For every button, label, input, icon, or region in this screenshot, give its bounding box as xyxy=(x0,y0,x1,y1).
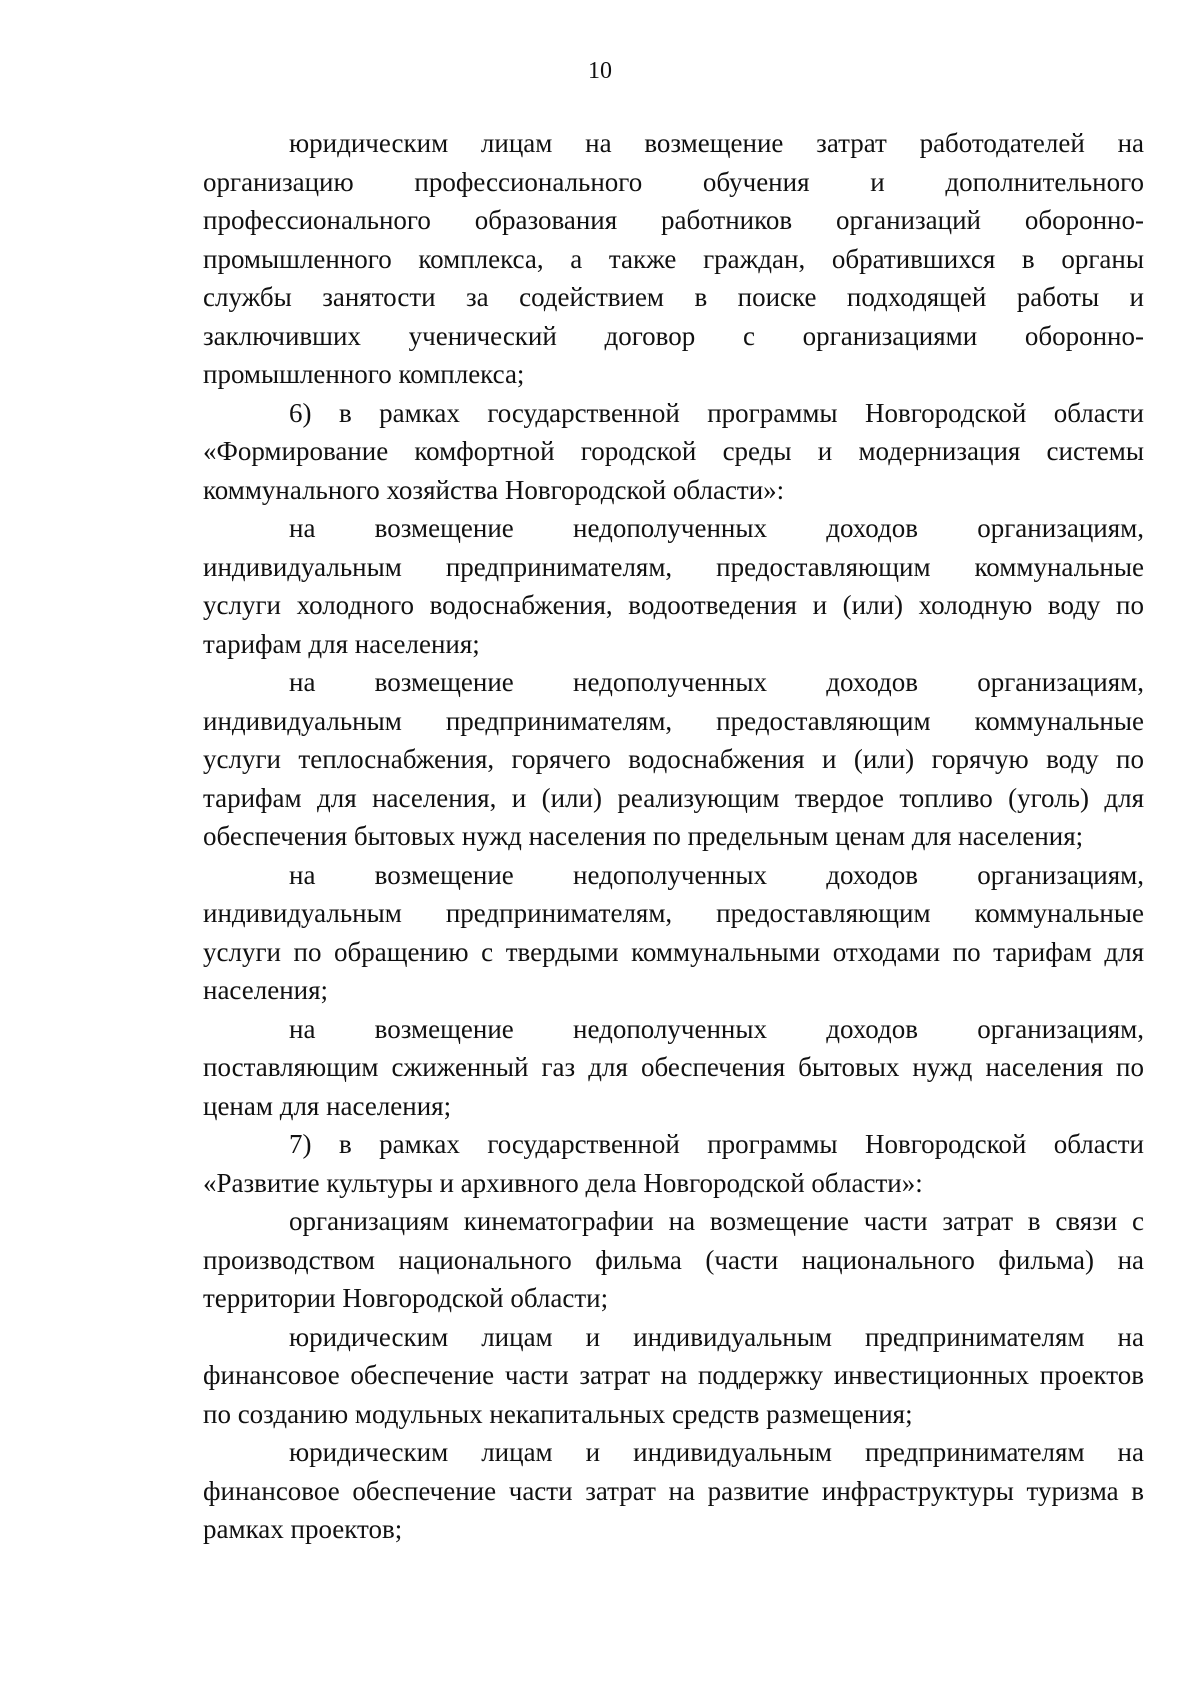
paragraph-line: поставляющим сжиженный газ для обеспечения бытовых нужд населения по xyxy=(203,1052,1144,1082)
paragraph-line: услуги теплоснабжения, горячего водоснабжения и (или) горячую воду по xyxy=(203,744,1144,774)
paragraph-line: финансовое обеспечение части затрат на поддержку инвестиционных проектов xyxy=(203,1360,1144,1390)
paragraph-line: индивидуальным предпринимателям, предоставляющим коммунальные xyxy=(203,898,1144,928)
paragraph-line: ценам для населения; xyxy=(203,1090,452,1121)
paragraph xyxy=(203,1125,1144,1202)
paragraph-line: рамках проектов; xyxy=(203,1514,403,1544)
paragraph-line: промышленного комплекса, а также граждан, обратившихся в органы xyxy=(203,243,1144,274)
paragraph-line: обеспечения бытовых нужд населения по предельным ценам для населения; xyxy=(203,821,1084,851)
paragraph-line: службы занятости за содействием в поиске подходящей работы и xyxy=(203,282,1144,312)
paragraph xyxy=(203,1202,1144,1318)
paragraph-line: тарифам для населения; xyxy=(203,628,480,659)
paragraph xyxy=(203,1318,1144,1434)
paragraph-line: юридическим лицам и индивидуальным предпринимателям на xyxy=(289,1321,1144,1352)
paragraph-line: производством национального фильма (части национального фильма) на xyxy=(203,1244,1144,1275)
paragraph-line: тарифам для населения, и (или) реализующим твердое топливо (уголь) для xyxy=(203,782,1144,813)
paragraph-line: «Развитие культуры и архивного дела Новгородской области»: xyxy=(203,1167,923,1198)
paragraph-line: коммунального хозяйства Новгородской области»: xyxy=(203,474,785,505)
paragraph-line: 7) в рамках государственной программы Новгородской области xyxy=(289,1129,1144,1159)
paragraph-line: услуги по обращению с твердыми коммунальными отходами по тарифам для xyxy=(203,936,1144,967)
paragraph-line: услуги холодного водоснабжения, водоотведения и (или) холодную воду по xyxy=(203,590,1144,620)
paragraph xyxy=(203,1010,1144,1126)
paragraph-line: юридическим лицам на возмещение затрат работодателей на xyxy=(289,128,1144,158)
paragraph-line: юридическим лицам и индивидуальным предпринимателям на xyxy=(289,1437,1144,1467)
paragraph xyxy=(203,394,1144,510)
paragraph xyxy=(203,1433,1144,1549)
paragraph-line: организацию профессионального обучения и дополнительного xyxy=(203,166,1144,197)
paragraph-line: индивидуальным предпринимателям, предоставляющим коммунальные xyxy=(203,551,1144,582)
paragraph-line: профессионального образования работников организаций оборонно- xyxy=(203,205,1144,235)
paragraph-line: на возмещение недополученных доходов организациям, xyxy=(289,513,1144,543)
paragraph-line: промышленного комплекса; xyxy=(203,359,525,389)
paragraph-line: «Формирование комфортной городской среды и модернизация системы xyxy=(203,436,1144,466)
paragraph-line: 6) в рамках государственной программы Новгородской области xyxy=(289,397,1144,428)
paragraph xyxy=(203,124,1144,394)
paragraph-line: финансовое обеспечение части затрат на развитие инфраструктуры туризма в xyxy=(203,1475,1144,1506)
paragraph xyxy=(203,663,1144,856)
page-number: 10 xyxy=(588,58,612,84)
paragraph-line: индивидуальным предпринимателям, предоставляющим коммунальные xyxy=(203,705,1144,736)
paragraph-line: на возмещение недополученных доходов организациям, xyxy=(289,1013,1144,1044)
paragraph xyxy=(203,856,1144,1010)
paragraph-line: на возмещение недополученных доходов организациям, xyxy=(289,859,1144,890)
document-body xyxy=(203,124,1144,1549)
paragraph-line: заключивших ученический договор с организациями оборонно- xyxy=(203,320,1144,351)
paragraph-line: на возмещение недополученных доходов организациям, xyxy=(289,667,1144,697)
paragraph-line: населения; xyxy=(203,975,329,1005)
paragraph xyxy=(203,509,1144,663)
paragraph-line: организациям кинематографии на возмещение части затрат в связи с xyxy=(289,1206,1144,1236)
paragraph-line: по созданию модульных некапитальных средств размещения; xyxy=(203,1398,913,1429)
paragraph-line: территории Новгородской области; xyxy=(203,1283,609,1313)
